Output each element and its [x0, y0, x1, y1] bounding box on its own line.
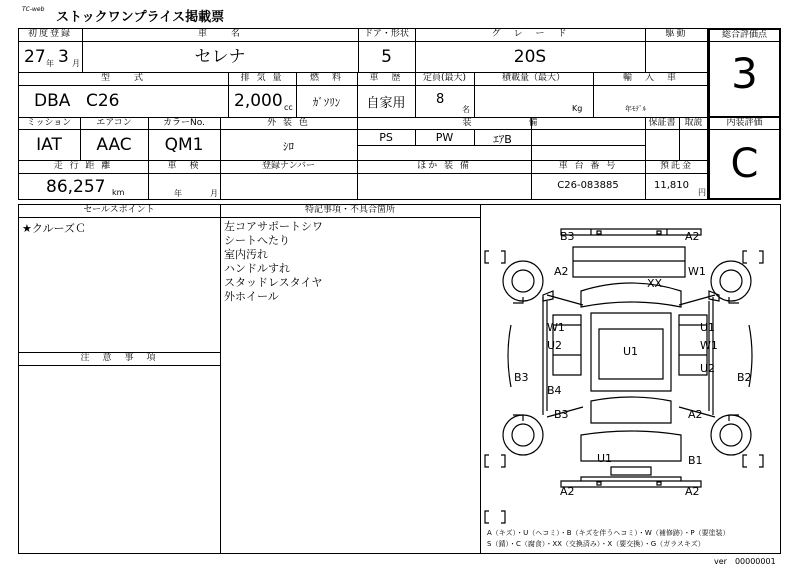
- color-no: QM1: [164, 135, 204, 155]
- remark-item: 外ホイール: [224, 290, 279, 303]
- fuel: ｶﾞｿﾘﾝ: [312, 96, 341, 109]
- mileage: 86,257: [46, 177, 106, 197]
- mark-a2: A2: [554, 265, 569, 278]
- mark-w1: W1: [700, 339, 718, 352]
- reg-month-unit: 月: [72, 59, 80, 68]
- remark-item: 室内汚れ: [224, 248, 268, 261]
- label-warranty: 保証書: [648, 118, 676, 128]
- label-exterior-color: 外 装 色: [267, 118, 310, 128]
- mark-u1: U1: [597, 452, 613, 465]
- label-drive: 駆動: [665, 29, 688, 39]
- mark-b1: B1: [688, 454, 703, 467]
- inspection-month-unit: 月: [210, 189, 218, 198]
- mark-a2: A2: [688, 408, 703, 421]
- label-doors: ドア・形状: [364, 29, 409, 39]
- label-sales-points: セールスポイント: [83, 205, 155, 215]
- car-name: セレナ: [194, 47, 246, 67]
- reg-year: 27: [24, 47, 46, 67]
- mark-u1: U1: [700, 321, 716, 334]
- label-plate: 登録ナンバー: [262, 161, 315, 171]
- remark-item: スタッドレスタイヤ: [224, 276, 323, 289]
- doors: 5: [381, 47, 392, 67]
- inspection-year-unit: 年: [174, 189, 182, 198]
- mileage-unit: km: [112, 188, 125, 197]
- equip-ps: PS: [379, 131, 393, 144]
- remark-item: 左コアサポートシワ: [224, 220, 323, 233]
- mark-b3: B3: [560, 230, 575, 243]
- chassis-no: C26-083885: [557, 180, 619, 191]
- capacity-unit: 名: [462, 105, 470, 114]
- label-car-name: 車 名: [197, 29, 242, 39]
- page-title: ストックワンプライス掲載票: [56, 10, 225, 25]
- label-other-equipment: ほか 装 備: [417, 161, 471, 171]
- reg-year-unit: 年: [46, 59, 54, 68]
- car-damage-diagram: [481, 205, 780, 553]
- mark-w1: W1: [547, 321, 565, 334]
- label-remarks: 特記事項・不具合箇所: [304, 205, 395, 215]
- model: C26: [86, 91, 120, 111]
- interior-score: C: [730, 141, 759, 187]
- mark-xx: XX: [647, 277, 663, 290]
- label-caution: 注 意 事 項: [80, 353, 158, 363]
- label-overall-score: 総合評価点: [721, 30, 767, 40]
- model-year-unit: 年ﾓﾃﾞﾙ: [625, 105, 646, 113]
- label-interior-score: 内装評価: [726, 118, 763, 128]
- capacity: 8: [436, 92, 445, 107]
- label-grade: グ レ ー ド: [491, 29, 569, 39]
- label-load: 積載量（最大）: [501, 73, 565, 83]
- exterior-color: ｼﾛ: [283, 140, 294, 153]
- version: ver 00000001: [714, 557, 776, 566]
- sales-point-item: ★クルーズＣ: [22, 222, 86, 235]
- displacement-unit: cc: [284, 103, 293, 112]
- mark-a2: A2: [560, 485, 575, 498]
- mark-b2: B2: [737, 371, 752, 384]
- label-history: 車 歴: [369, 73, 403, 83]
- overall-score: 3: [731, 49, 758, 98]
- mark-a2: A2: [685, 230, 700, 243]
- equip-airbag: ｴｱB: [493, 133, 512, 146]
- label-mission: ミッション: [26, 118, 72, 128]
- mark-u1: U1: [623, 345, 639, 358]
- label-chassis-no: 車 台 番 号: [558, 161, 618, 171]
- label-equipment: 装 備: [462, 118, 540, 128]
- history: 自家用: [366, 96, 406, 111]
- reg-month: 3: [58, 47, 69, 67]
- label-color-no: カラーNo.: [163, 118, 205, 128]
- mark-u2: U2: [547, 339, 563, 352]
- deposit: 11,810: [654, 180, 689, 191]
- label-aircon: エアコン: [96, 118, 132, 128]
- label-model: 型 式: [100, 73, 145, 83]
- remark-item: ハンドルすれ: [224, 262, 290, 275]
- aircon: AAC: [96, 135, 132, 155]
- mark-u2: U2: [700, 362, 716, 375]
- mark-a2: A2: [685, 485, 700, 498]
- label-fuel: 燃 料: [309, 73, 343, 83]
- mission: IAT: [36, 135, 62, 155]
- displacement: 2,000: [234, 91, 283, 111]
- label-inspection: 車 検: [167, 161, 201, 171]
- remark-item: シートへたり: [224, 234, 290, 247]
- label-displacement: 排 気 量: [240, 73, 284, 83]
- label-deposit: 預託金: [659, 161, 693, 171]
- label-first-reg: 初度登録: [27, 29, 72, 39]
- label-capacity: 定員(最大): [422, 73, 467, 83]
- legend-line: S（錆）・C（腐食）・XX（交換済み）・X（要交換）・G（ガラスキズ）: [487, 540, 705, 548]
- mark-b4: B4: [547, 384, 562, 397]
- equip-pw: PW: [435, 131, 454, 144]
- label-manual: 取説: [684, 118, 703, 128]
- model-prefix: DBA: [34, 91, 71, 111]
- label-import: 輸 入 車: [622, 73, 678, 83]
- label-mileage: 走 行 距 離: [53, 161, 113, 171]
- mark-w1: W1: [688, 265, 706, 278]
- mark-b3: B3: [554, 408, 569, 421]
- load-unit: Kg: [572, 104, 583, 113]
- deposit-unit: 円: [698, 188, 706, 197]
- mark-b3: B3: [514, 371, 529, 384]
- legend-line: A（キズ）・U（ヘコミ）・B（キズを伴うヘコミ）・W（補修跡）・P（要塗装）: [487, 529, 730, 537]
- grade: 20S: [513, 47, 547, 67]
- logo: TC-web: [22, 6, 45, 13]
